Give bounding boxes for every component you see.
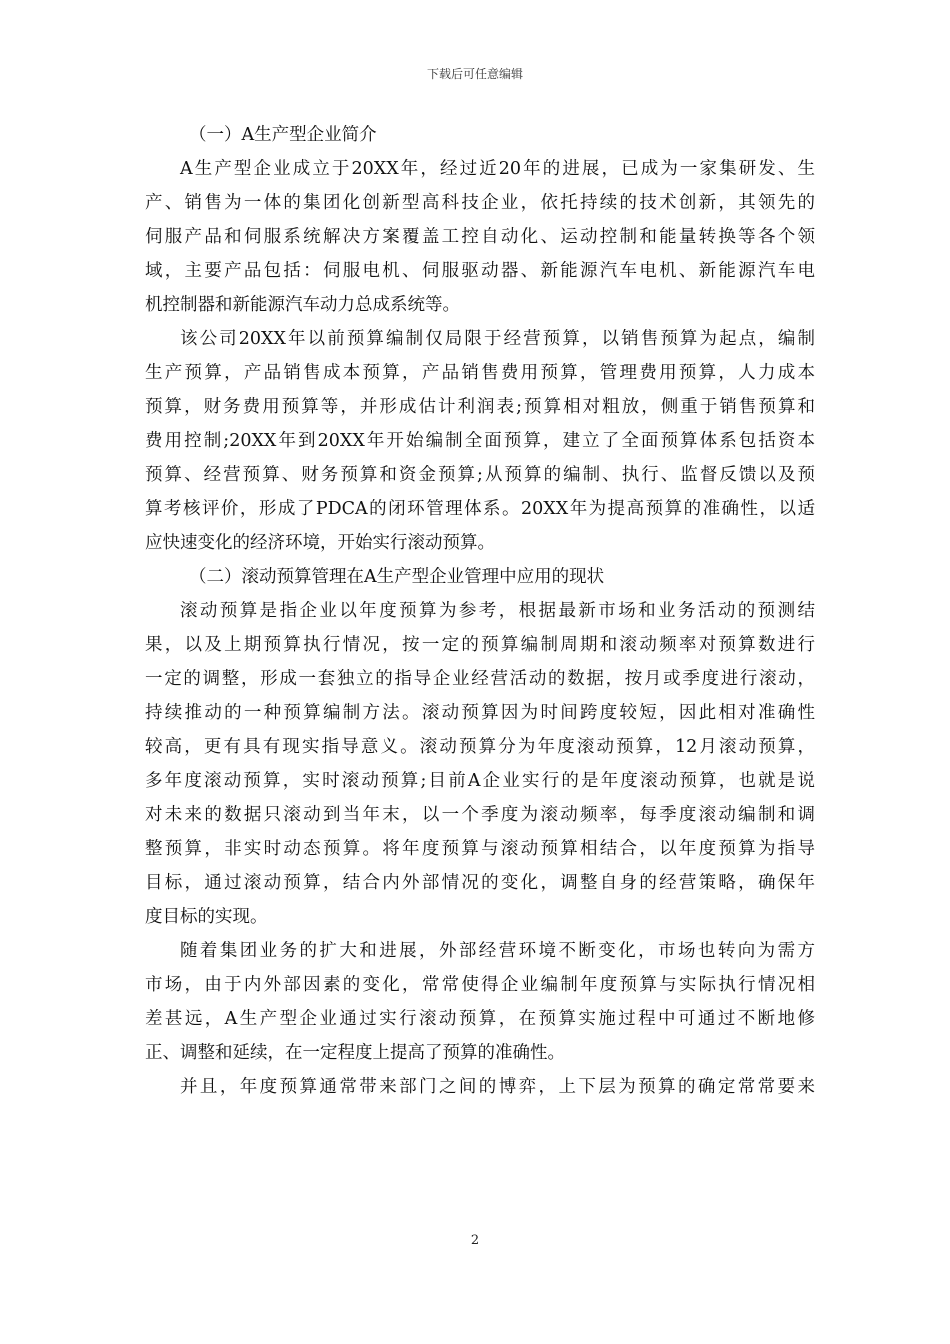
- paragraph-line: 费用控制;20XX年到20XX年开始编制全面预算，建立了全面预算体系包括资本: [145, 431, 815, 451]
- paragraph-line: 滚动预算是指企业以年度预算为参考，根据最新市场和业务活动的预测结: [180, 601, 815, 621]
- paragraph-line: 正、调整和延续，在一定程度上提高了预算的准确性。: [145, 1043, 565, 1063]
- paragraph-line: 伺服产品和伺服系统解决方案覆盖工控自动化、运动控制和能量转换等各个领: [145, 227, 815, 247]
- paragraph-line: 对未来的数据只滚动到当年末，以一个季度为滚动频率，每季度滚动编制和调: [145, 805, 815, 825]
- paragraph-line: 生产预算，产品销售成本预算，产品销售费用预算，管理费用预算，人力成本: [145, 363, 815, 383]
- paragraph-line: 应快速变化的经济环境，开始实行滚动预算。: [145, 533, 495, 553]
- paragraph-2: [145, 322, 815, 560]
- paragraph-line: 该公司20XX年以前预算编制仅局限于经营预算，以销售预算为起点，编制: [180, 329, 815, 349]
- paragraph-line: 市场，由于内外部因素的变化，常常使得企业编制年度预算与实际执行情况相: [145, 975, 815, 995]
- paragraph-line: 果，以及上期预算执行情况，按一定的预算编制周期和滚动频率对预算数进行: [145, 635, 815, 655]
- paragraph-line: 一定的调整，形成一套独立的指导企业经营活动的数据，按月或季度进行滚动，: [145, 669, 815, 689]
- paragraph-line: 整预算，非实时动态预算。将年度预算与滚动预算相结合，以年度预算为指导: [145, 839, 815, 859]
- paragraph-line: 较高，更有具有现实指导意义。滚动预算分为年度滚动预算，12月滚动预算，: [145, 737, 815, 757]
- paragraph-line: 度目标的实现。: [145, 907, 268, 927]
- paragraph-line: 产、销售为一体的集团化创新型高科技企业，依托持续的技术创新，其领先的: [145, 193, 815, 213]
- paragraph-line: 目标，通过滚动预算，结合内外部情况的变化，调整自身的经营策略，确保年: [145, 873, 815, 893]
- paragraph-line: 算考核评价，形成了PDCA的闭环管理体系。20XX年为提高预算的准确性，以适: [145, 499, 815, 519]
- page-header: 下载后可任意编辑: [426, 67, 523, 81]
- paragraph-1: [145, 152, 815, 322]
- paragraph-line: 随着集团业务的扩大和进展，外部经营环境不断变化，市场也转向为需方: [180, 941, 815, 961]
- paragraph-3: [145, 594, 815, 934]
- paragraph-5: [145, 1070, 815, 1104]
- paragraph-line: 预算、经营预算、财务预算和资金预算;从预算的编制、执行、监督反馈以及预: [145, 465, 815, 485]
- section-heading-2: （二）滚动预算管理在A生产型企业管理中应用的现状: [189, 567, 605, 587]
- section-heading-1: （一）A生产型企业简介: [189, 125, 377, 145]
- paragraph-line: 持续推动的一种预算编制方法。滚动预算因为时间跨度较短，因此相对准确性: [145, 703, 815, 723]
- paragraph-line: 域，主要产品包括：伺服电机、伺服驱动器、新能源汽车电机、新能源汽车电: [145, 261, 815, 281]
- paragraph-line: 并且，年度预算通常带来部门之间的博弈，上下层为预算的确定常常要来: [180, 1077, 815, 1097]
- page-number: 2: [470, 1233, 480, 1248]
- paragraph-line: A生产型企业成立于20XX年，经过近20年的进展，已成为一家集研发、生: [180, 159, 815, 179]
- paragraph-4: [145, 934, 815, 1070]
- paragraph-line: 差甚远，A生产型企业通过实行滚动预算，在预算实施过程中可通过不断地修: [145, 1009, 815, 1029]
- document-body: [145, 118, 815, 1104]
- paragraph-line: 多年度滚动预算，实时滚动预算;目前A企业实行的是年度滚动预算，也就是说: [145, 771, 815, 791]
- paragraph-line: 预算，财务费用预算等，并形成估计利润表;预算相对粗放，侧重于销售预算和: [145, 397, 815, 417]
- paragraph-line: 机控制器和新能源汽车动力总成系统等。: [145, 295, 460, 315]
